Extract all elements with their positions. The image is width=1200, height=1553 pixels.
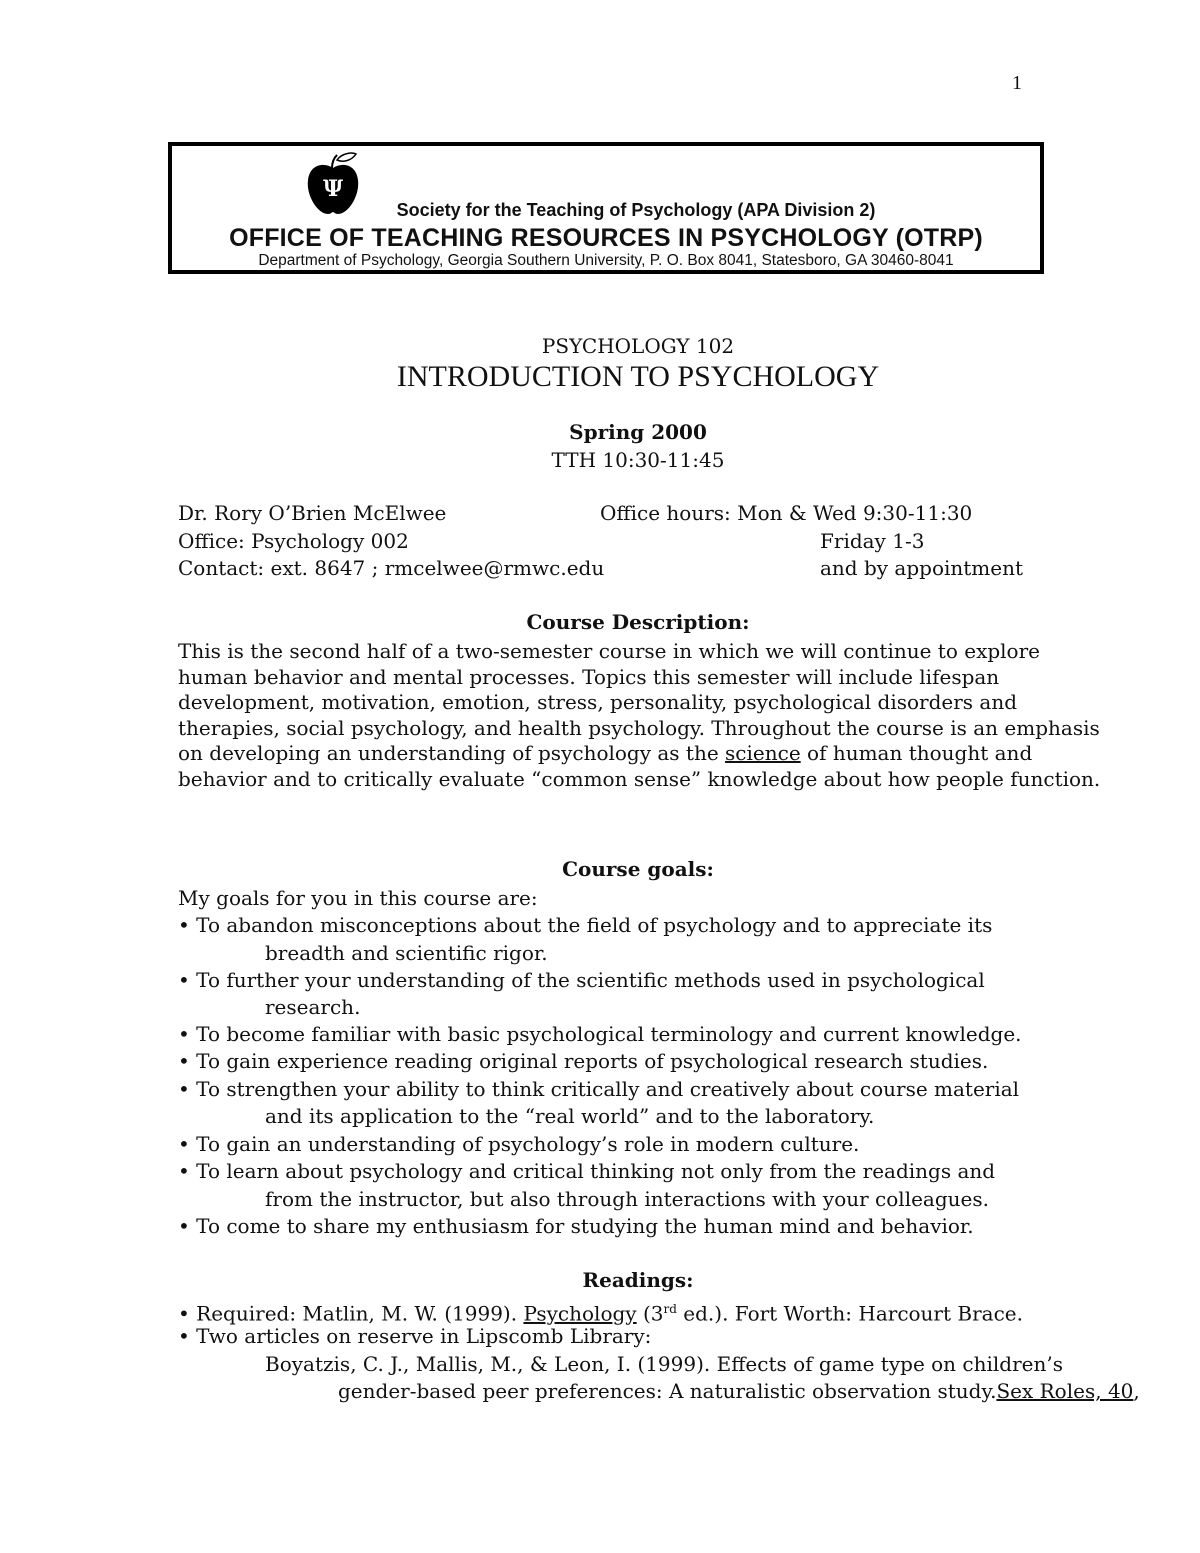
goal-item: • To further your understanding of the scientific methods used in psychological <box>178 968 985 992</box>
reserve-readings-intro: • Two articles on reserve in Lipscomb Library: <box>178 1324 652 1348</box>
goal-item: • To gain experience reading original reports of psychological research studies. <box>178 1049 989 1073</box>
goal-item-continued: and its application to the “real world” and to the laboratory. <box>265 1104 875 1128</box>
psi-glyph: Ψ <box>322 176 344 202</box>
goal-item: • To abandon misconceptions about the field of psychology and to appreciate its <box>178 913 993 937</box>
citation-line-continued: gender-based peer preferences: A naturalistic observation study.Sex Roles, 40, <box>338 1379 1140 1403</box>
goal-item-continued: research. <box>265 995 361 1019</box>
required-reading: • Required: Matlin, M. W. (1999). Psychology (3rd ed.). Fort Worth: Harcourt Brace. <box>178 1301 1023 1326</box>
page-number: 1 <box>1012 72 1022 94</box>
textbook-title: Psychology <box>523 1301 637 1326</box>
goal-item-continued: from the instructor, but also through interactions with your colleagues. <box>265 1187 989 1211</box>
office-hours-appointment: and by appointment <box>820 556 1024 580</box>
journal-title: Sex Roles, 40 <box>996 1379 1134 1403</box>
goal-item: • To gain an understanding of psychology’s role in modern culture. <box>178 1132 860 1156</box>
goal-item: • To become familiar with basic psychological terminology and current knowledge. <box>178 1022 1022 1046</box>
department-address: Department of Psychology, Georgia Southern University, P. O. Box 8041, Statesboro, GA 30460-8041 <box>258 252 954 269</box>
office-name: OFFICE OF TEACHING RESOURCES IN PSYCHOLOGY (OTRP) <box>229 224 983 252</box>
goal-item-continued: breadth and scientific rigor. <box>265 941 548 965</box>
course-code: PSYCHOLOGY 102 <box>541 334 735 358</box>
course-goals-heading: Course goals: <box>562 857 714 881</box>
readings-heading: Readings: <box>582 1268 694 1292</box>
instructor-office: Office: Psychology 002 <box>178 529 409 553</box>
otrp-banner <box>168 142 1044 274</box>
meeting-time: TTH 10:30-11:45 <box>551 448 725 472</box>
goals-intro: My goals for you in this course are: <box>178 886 538 910</box>
goal-item: • To come to share my enthusiasm for studying the human mind and behavior. <box>178 1214 974 1238</box>
goal-item: • To strengthen your ability to think critically and creatively about course material <box>178 1077 1020 1101</box>
instructor-contact: Contact: ext. 8647 ; rmcelwee@rmwc.edu <box>178 556 605 580</box>
science-emphasis: science <box>725 741 801 765</box>
citation-line: Boyatzis, C. J., Mallis, M., & Leon, I. (1999). Effects of game type on children’s <box>265 1352 1063 1376</box>
society-name: Society for the Teaching of Psychology (APA Division 2) <box>396 200 876 220</box>
instructor-name: Dr. Rory O’Brien McElwee <box>178 501 447 525</box>
course-description-heading: Course Description: <box>526 610 750 634</box>
goal-item: • To learn about psychology and critical thinking not only from the readings and <box>178 1159 996 1183</box>
course-title: INTRODUCTION TO PSYCHOLOGY <box>396 360 880 393</box>
course-term: Spring 2000 <box>569 420 707 444</box>
office-hours: Office hours: Mon & Wed 9:30-11:30 <box>600 501 973 525</box>
office-hours-friday: Friday 1-3 <box>820 529 925 553</box>
course-description-text: This is the second half of a two-semester course in which we will continue to explore human behavior and mental processes. Topics this semester will include lifespan development, motivation, emotion, stress, personality, psychological disorders and therapies, social psychology, and health psychology. Throughout the course is an emphasis on developing an understanding of psychology as the science of human thought and behavior and to critically evaluate “common sense” knowledge about how people function. <box>178 639 1101 791</box>
